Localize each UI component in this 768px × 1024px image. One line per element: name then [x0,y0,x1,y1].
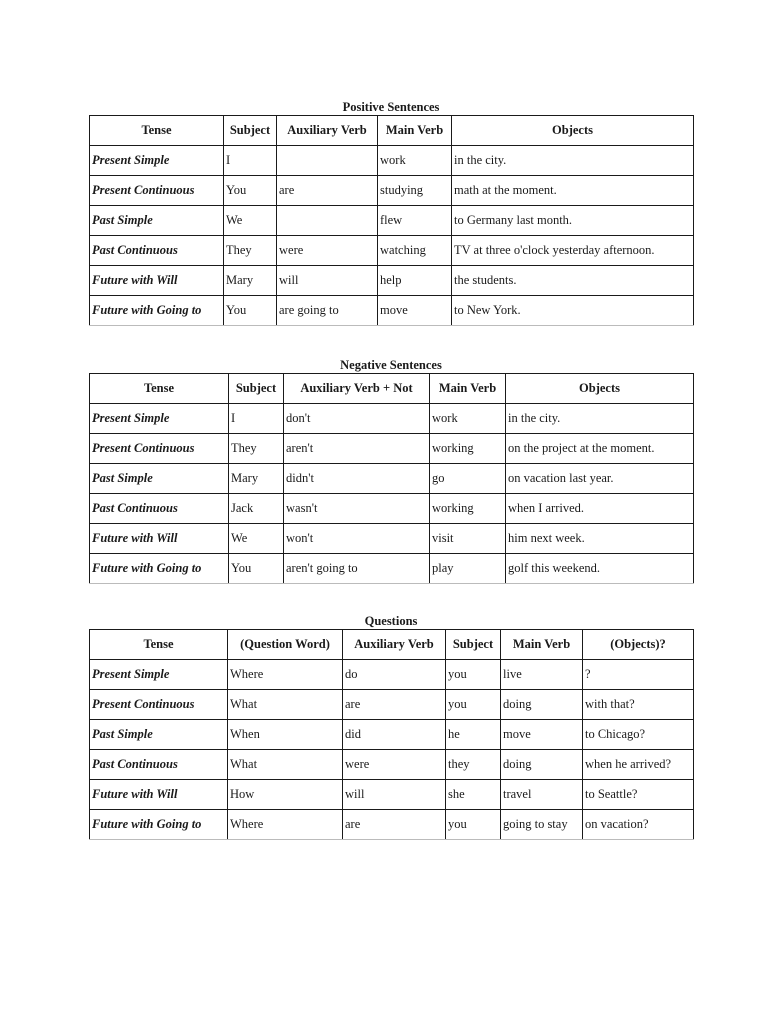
table-cell: What [228,690,343,720]
table-cell: he [446,720,501,750]
table-cell: golf this weekend. [506,554,694,584]
table-cell: You [224,296,277,326]
table-row [90,750,694,780]
tense-cell: Past Simple [90,720,228,750]
table-cell [277,206,378,236]
table-cell: when I arrived. [506,494,694,524]
table-cell: watching [378,236,452,266]
table-cell [277,146,378,176]
header-cell: Tense [90,630,228,660]
table-cell: move [378,296,452,326]
header-cell: Subject [224,116,277,146]
table-cell: flew [378,206,452,236]
table-cell: You [229,554,284,584]
table-cell: TV at three o'clock yesterday afternoon. [452,236,694,266]
table-cell: Jack [229,494,284,524]
table-cell: working [430,434,506,464]
tense-cell: Future with Will [90,780,228,810]
header-cell: (Question Word) [228,630,343,660]
table-cell: visit [430,524,506,554]
table-row [90,146,694,176]
table-cell: with that? [583,690,694,720]
table-row [90,780,694,810]
tense-cell: Past Continuous [90,750,228,780]
table-row [90,494,694,524]
table-row [90,266,694,296]
table-cell: I [224,146,277,176]
header-cell: Auxiliary Verb [343,630,446,660]
table-cell: aren't [284,434,430,464]
table-cell: I [229,404,284,434]
negative-sentences-section [89,357,693,584]
header-cell: Main Verb [501,630,583,660]
table-cell: play [430,554,506,584]
table-row [90,176,694,206]
table-cell: to Seattle? [583,780,694,810]
header-cell: Main Verb [378,116,452,146]
table-row [90,464,694,494]
tense-cell: Future with Will [90,524,229,554]
table-cell: move [501,720,583,750]
table-cell: on vacation? [583,810,694,840]
table-cell: Mary [224,266,277,296]
table-cell: ? [583,660,694,690]
tense-cell: Future with Going to [90,296,224,326]
header-cell: (Objects)? [583,630,694,660]
table-row [90,690,694,720]
table-cell: you [446,660,501,690]
questions-table [89,629,694,840]
table-cell: did [343,720,446,750]
table-cell: Where [228,810,343,840]
table-title: Questions [364,614,418,628]
positive-sentences-section [89,99,693,326]
questions-section [89,613,693,840]
tense-cell: Present Simple [90,146,224,176]
table-row [90,720,694,750]
table-row [90,524,694,554]
table-cell: on the project at the moment. [506,434,694,464]
table-cell: They [224,236,277,266]
table-cell: are [343,690,446,720]
tense-cell: Present Continuous [90,176,224,206]
table-cell: to Chicago? [583,720,694,750]
tense-cell: Future with Going to [90,554,229,584]
header-cell: Objects [452,116,694,146]
table-cell: the students. [452,266,694,296]
table-title: Positive Sentences [342,100,440,114]
table-cell: You [224,176,277,206]
table-cell: won't [284,524,430,554]
table-cell: will [343,780,446,810]
header-cell: Objects [506,374,694,404]
table-cell: to New York. [452,296,694,326]
table-row [90,810,694,840]
table-cell: studying [378,176,452,206]
table-cell: doing [501,690,583,720]
table-cell: do [343,660,446,690]
table-cell: live [501,660,583,690]
tense-cell: Present Simple [90,404,229,434]
table-cell: will [277,266,378,296]
header-cell: Main Verb [430,374,506,404]
table-row [90,660,694,690]
table-row [90,434,694,464]
table-cell: help [378,266,452,296]
tense-cell: Present Continuous [90,690,228,720]
table-cell: to Germany last month. [452,206,694,236]
header-cell: Subject [229,374,284,404]
tense-cell: Future with Will [90,266,224,296]
tense-cell: Present Simple [90,660,228,690]
table-cell: are [343,810,446,840]
table-cell: going to stay [501,810,583,840]
table-cell: they [446,750,501,780]
header-cell: Tense [90,374,229,404]
table-cell: in the city. [452,146,694,176]
table-cell: you [446,690,501,720]
table-cell: are going to [277,296,378,326]
table-cell: you [446,810,501,840]
tense-cell: Past Continuous [90,494,229,524]
table-cell: don't [284,404,430,434]
table-cell: in the city. [506,404,694,434]
table-cell: Mary [229,464,284,494]
header-cell: Auxiliary Verb + Not [284,374,430,404]
table-cell: travel [501,780,583,810]
negative-sentences-table [89,373,694,584]
header-row [90,374,694,404]
table-row [90,554,694,584]
tense-cell: Past Simple [90,206,224,236]
header-row [90,630,694,660]
table-cell: We [229,524,284,554]
table-cell: Where [228,660,343,690]
header-cell: Subject [446,630,501,660]
header-row [90,116,694,146]
table-cell: are [277,176,378,206]
tense-cell: Present Continuous [90,434,229,464]
table-cell: We [224,206,277,236]
table-cell: were [277,236,378,266]
table-cell: work [430,404,506,434]
table-row [90,296,694,326]
table-cell: him next week. [506,524,694,554]
table-cell: she [446,780,501,810]
table-cell: They [229,434,284,464]
table-cell: when he arrived? [583,750,694,780]
table-cell: go [430,464,506,494]
table-cell: didn't [284,464,430,494]
tense-cell: Past Continuous [90,236,224,266]
table-cell: What [228,750,343,780]
table-row [90,206,694,236]
table-row [90,236,694,266]
table-title: Negative Sentences [340,358,442,372]
positive-sentences-table [89,115,694,326]
table-cell: aren't going to [284,554,430,584]
table-cell: work [378,146,452,176]
table-cell: math at the moment. [452,176,694,206]
tense-cell: Past Simple [90,464,229,494]
header-cell: Tense [90,116,224,146]
table-cell: wasn't [284,494,430,524]
table-cell: working [430,494,506,524]
table-cell: were [343,750,446,780]
tense-cell: Future with Going to [90,810,228,840]
table-cell: How [228,780,343,810]
header-cell: Auxiliary Verb [277,116,378,146]
table-cell: doing [501,750,583,780]
table-cell: When [228,720,343,750]
table-cell: on vacation last year. [506,464,694,494]
table-row [90,404,694,434]
